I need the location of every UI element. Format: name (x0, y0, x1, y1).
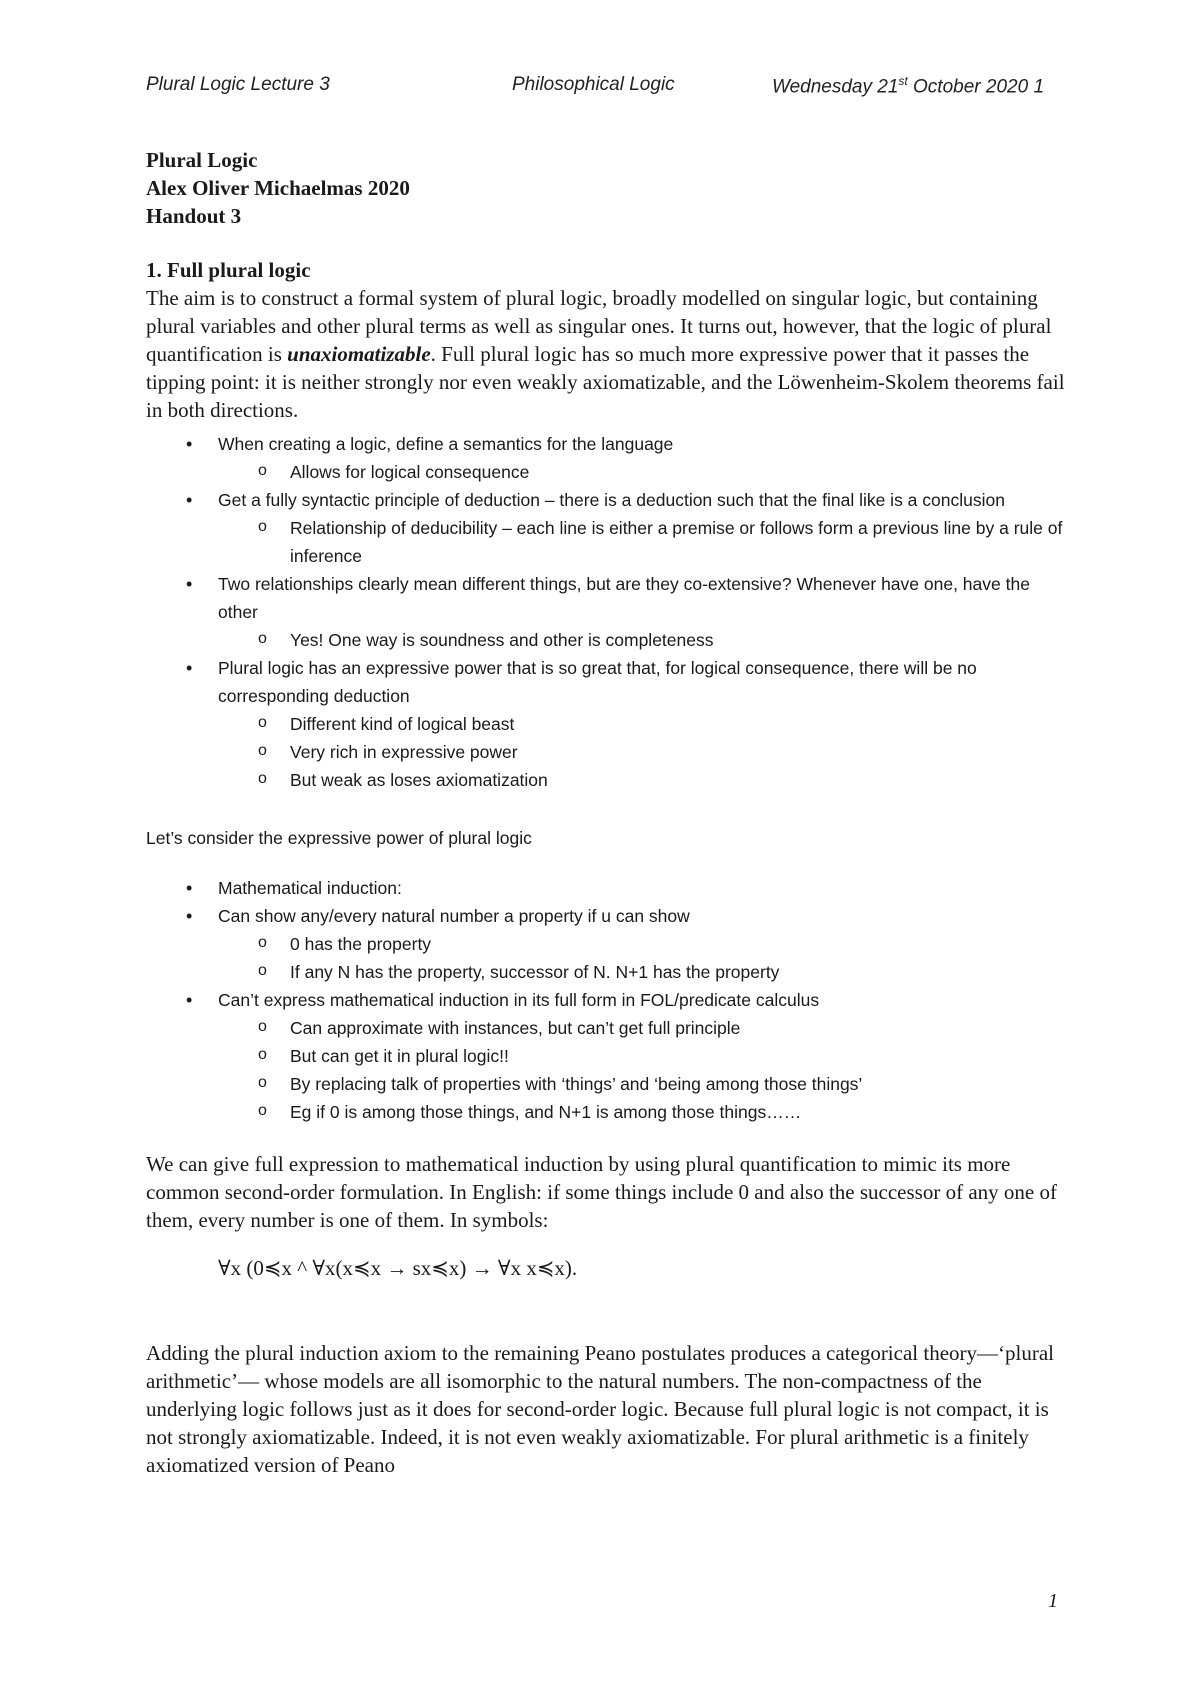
sub-bullet-item: o By replacing talk of properties with ‘things’ and ‘being among those things’ (218, 1070, 1066, 1098)
sub-bullet-list (218, 458, 1066, 486)
header-lecture-title: Plural Logic Lecture 3 (146, 74, 330, 95)
header-date-rest: October 2020 1 (907, 76, 1045, 98)
bullet-text: When creating a logic, define a semantics for the language (218, 434, 674, 454)
doc-handout: Handout 3 (146, 204, 242, 228)
sub-bullet-item: o Different kind of logical beast (218, 710, 1066, 738)
bullet-item (146, 430, 1066, 486)
bullet-text: Mathematical induction: (218, 878, 402, 898)
sub-bullet-item: o But weak as loses axiomatization (218, 766, 1066, 794)
header-date-main: Wednesday 21 (772, 76, 899, 98)
bullet-item (146, 902, 1066, 986)
bullet-text: Can’t express mathematical induction in its full form in FOL/predicate calculus (218, 990, 820, 1010)
sub-bullet-list (218, 514, 1066, 570)
sub-bullet-list (218, 1014, 1066, 1126)
section-heading: 1. Full plural logic (146, 258, 311, 282)
sub-bullet-list (218, 626, 1066, 654)
notes-list-1 (146, 430, 1066, 794)
bullet-text: Can show any/every natural number a property if u can show (218, 906, 690, 926)
sub-bullet-item: o Yes! One way is soundness and other is completeness (218, 626, 1066, 654)
bullet-item (146, 986, 1066, 1126)
arithmetic-paragraph: Adding the plural induction axiom to the remaining Peano postulates produces a categorical theory—‘plural arithmetic’— whose models are all isomorphic to the natural numbers. The non-compactness of the underlying logic follows just as it does for second-order logic. Because full plural logic is not compact, it is not strongly axiomatizable. Indeed, it is not even weakly axiomatizable. For plural arithmetic is a finitely axiomatized version of Peano (146, 1341, 1054, 1477)
doc-author: Alex Oliver Michaelmas 2020 (146, 176, 410, 200)
bullet-item (146, 570, 1066, 654)
intro-emphasis: unaxiomatizable (287, 342, 431, 366)
induction-paragraph: We can give full expression to mathematical induction by using plural quantification to mimic its more common second-order formulation. In English: if some things include 0 and also the successor of any one of them, every number is one of them. In symbols: (146, 1152, 1057, 1232)
bullet-text: Two relationships clearly mean different things, but are they co-extensive? Whenever have one, have the other (218, 574, 1030, 622)
document-body (146, 146, 1066, 1479)
sub-bullet-item: o 0 has the property (218, 930, 1066, 958)
doc-title: Plural Logic (146, 148, 258, 172)
bullet-text: Plural logic has an expressive power that is so great that, for logical consequence, there will be no corresponding deduction (218, 658, 977, 706)
bullet-item (146, 874, 1066, 902)
sub-bullet-item: o Can approximate with instances, but can’t get full principle (218, 1014, 1066, 1042)
page-number: 1 (1048, 1590, 1058, 1612)
intro-text-a: The aim is to construct a formal system of plural logic, broadly modelled on singular logic, but containing plural variables and other plural terms as well as singular ones. It turns out, however, that the logic of plural quantification is (146, 286, 1052, 366)
sub-bullet-item: o Allows for logical consequence (218, 458, 1066, 486)
intro-paragraph (146, 284, 1066, 424)
sub-bullet-item: o Very rich in expressive power (218, 738, 1066, 766)
consider-line: Let’s consider the expressive power of plural logic (146, 828, 532, 848)
intro-text-b: . Full plural logic has so much more expressive power that it passes the tipping point: it is neither strongly nor even weakly axiomatizable, and the Löwenheim-Skolem theorems fail in both directions. (146, 342, 1065, 422)
header-date-sup: st (898, 74, 908, 88)
sub-bullet-item: o Relationship of deducibility – each line is either a premise or follows form a previous line by a rule of inference (218, 514, 1066, 570)
bullet-text: Get a fully syntactic principle of deduction – there is a deduction such that the final like is a conclusion (218, 490, 1005, 510)
notes-list-2 (146, 874, 1066, 1126)
bullet-item (146, 486, 1066, 570)
sub-bullet-list (218, 710, 1066, 794)
header-date (772, 74, 1044, 98)
header-course-title: Philosophical Logic (512, 74, 675, 95)
sub-bullet-item: o But can get it in plural logic!! (218, 1042, 1066, 1070)
bullet-item (146, 654, 1066, 794)
title-block (146, 146, 1066, 230)
sub-bullet-item: o Eg if 0 is among those things, and N+1 is among those things…… (218, 1098, 1066, 1126)
sub-bullet-list (218, 930, 1066, 986)
sub-bullet-item: o If any N has the property, successor of N. N+1 has the property (218, 958, 1066, 986)
induction-formula: ∀x (0≼x ^ ∀x(x≼x → sx≼x) → ∀x x≼x). (218, 1256, 578, 1280)
